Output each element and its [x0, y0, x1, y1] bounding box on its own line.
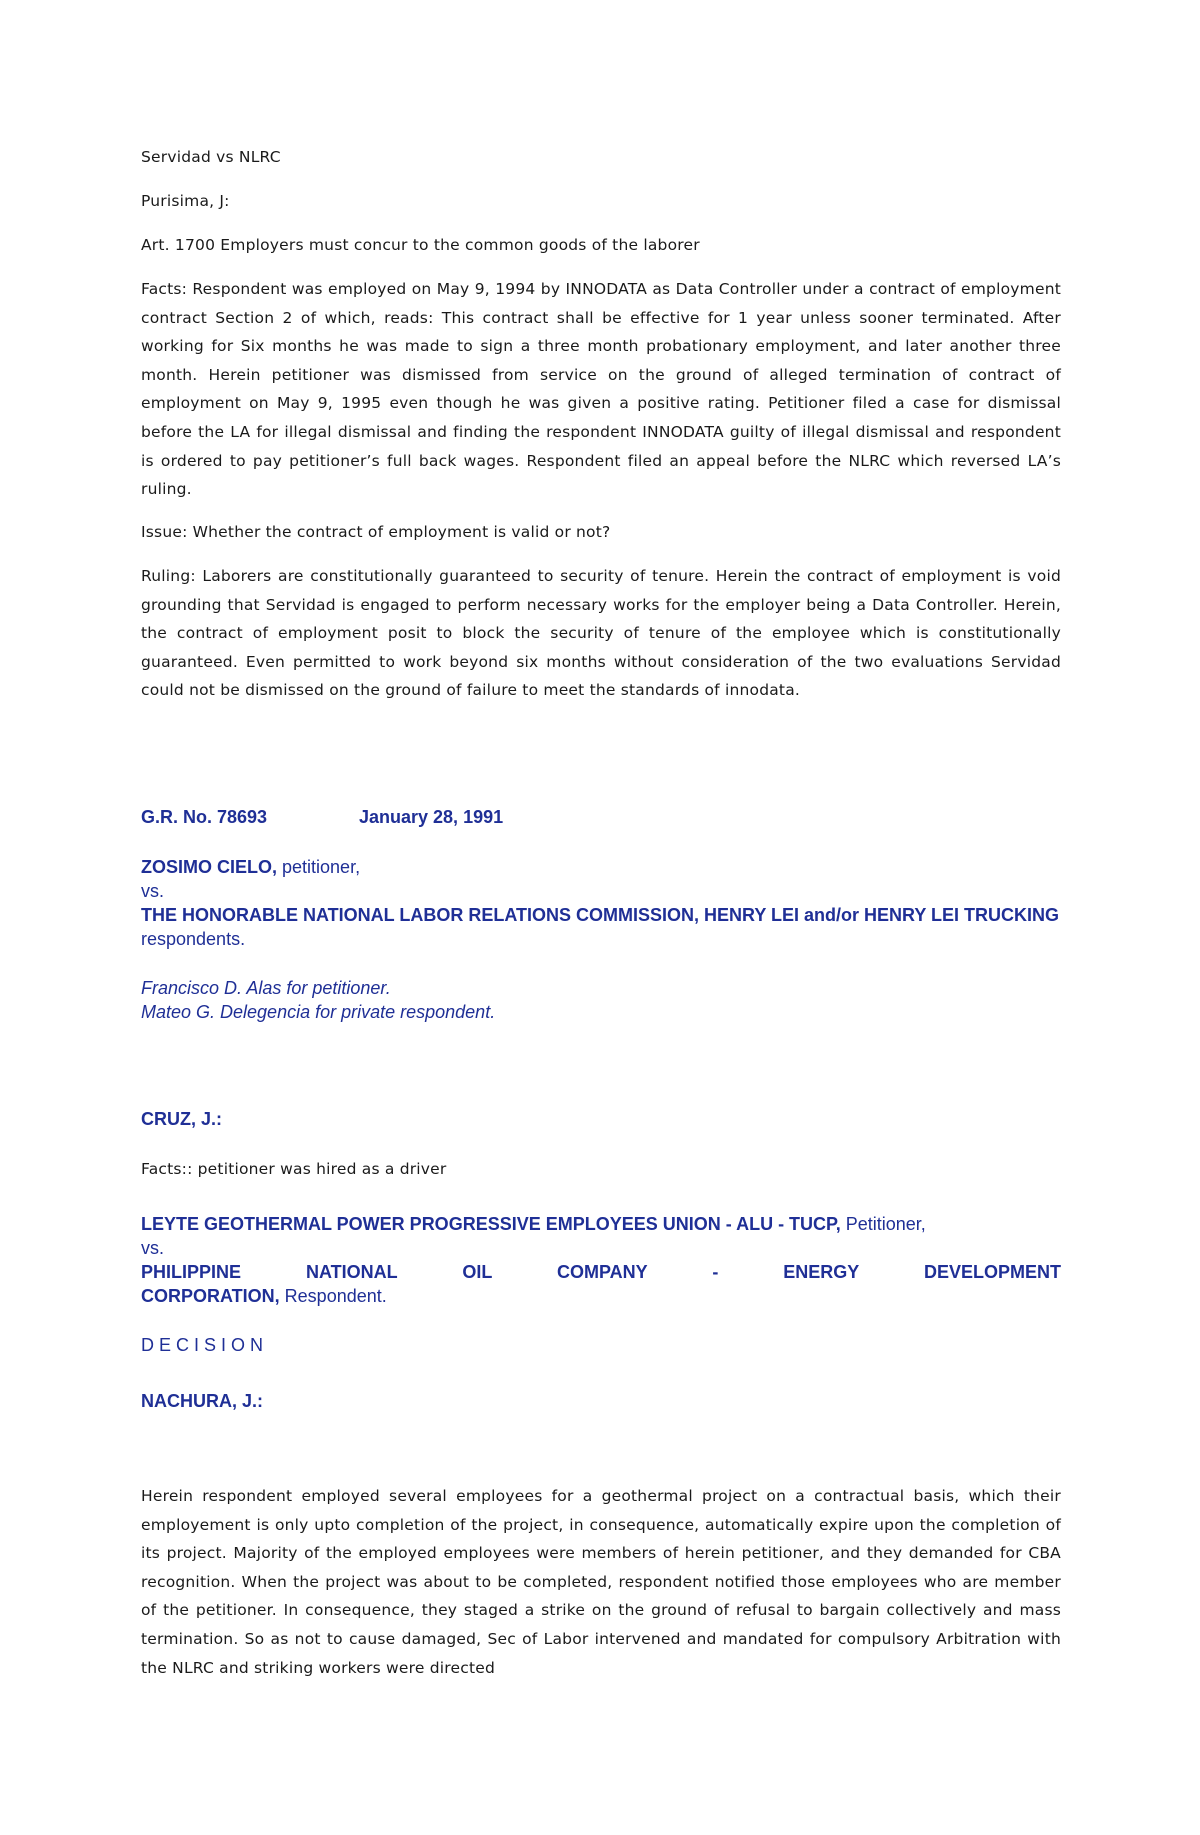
case-ruling: Ruling: Laborers are constitutionally guaranteed to security of tenure. Herein the contract of employment is void grounding that Servidad is engaged to perform necessary works for the employer being a Data Controller. Herein, the contract of employment posit to block the security of tenure of the employee which is constitutionally guaranteed. Even permitted to work beyond six months without consideration of the two evaluations Servidad could not be dismissed on the ground of failure to meet the standards of innodata.	[141, 567, 1061, 700]
case-judge: Purisima, J:	[141, 192, 230, 210]
respondent-role: Respondent.	[279, 1286, 387, 1306]
case3-body: Herein respondent employed several employees for a geothermal project on a contractual basis, which their employement is only upto completion of the project, in consequence, automatically expire upon the completion of its project. Majority of the employed employees were members of herein petitioner, and they demanded for CBA recognition. When the project was about to be completed, respondent notified those employees who are member of the petitioner. In consequence, they staged a strike on the ground of refusal to bargain collectively and mass termination. So as not to cause damaged, Sec of Labor intervened and mandated for compulsory Arbitration with the NLRC and striking workers were directed	[141, 1487, 1061, 1677]
decision-heading: DECISION	[141, 1335, 269, 1355]
gr-number: G.R. No. 78693	[141, 807, 268, 827]
respondent-name-line2: CORPORATION,	[141, 1286, 280, 1306]
counsel-petitioner: Francisco D. Alas for petitioner.	[141, 978, 391, 998]
ponente: NACHURA, J.:	[141, 1391, 264, 1411]
petitioner-line	[141, 1212, 1061, 1236]
case-issue: Issue: Whether the contract of employment is valid or not?	[141, 523, 611, 541]
counsel-respondent: Mateo G. Delegencia for private respondent.	[141, 1002, 496, 1022]
petitioner-role: petitioner,	[277, 857, 361, 877]
respondent-line	[141, 903, 1061, 951]
respondent-role: respondents.	[141, 929, 246, 949]
versus-label: vs.	[141, 881, 165, 901]
case-title: Servidad vs NLRC	[141, 148, 281, 166]
petitioner-name: LEYTE GEOTHERMAL POWER PROGRESSIVE EMPLOYEES UNION - ALU - TUCP,	[141, 1214, 841, 1234]
decision-date: January 28, 1991	[359, 807, 504, 827]
respondent-name: THE HONORABLE NATIONAL LABOR RELATIONS COMMISSION, HENRY LEI and/or HENRY LEI TRUCKING	[141, 905, 1060, 925]
ponente: CRUZ, J.:	[141, 1109, 222, 1129]
case-facts: Facts: Respondent was employed on May 9, 1994 by INNODATA as Data Controller under a contract of employment contract Section 2 of which, reads: This contract shall be effective for 1 year unless sooner terminated. After working for Six months he was made to sign a three month probationary employment, and later another three month. Herein petitioner was dismissed from service on the ground of alleged termination of contract of employment on May 9, 1995 even though he was given a positive rating. Petitioner filed a case for dismissal before the LA for illegal dismissal and finding the respondent INNODATA guilty of illegal dismissal and respondent is ordered to pay petitioner’s full back wages. Respondent filed an appeal before the NLRC which reversed LA’s ruling.	[141, 280, 1061, 499]
counsel-block	[141, 976, 1061, 1024]
respondent-name-line1: PHILIPPINE NATIONAL OIL COMPANY - ENERGY DEVELOPMENT	[141, 1262, 1061, 1282]
case3-parties	[141, 1212, 1061, 1308]
case-article: Art. 1700 Employers must concur to the common goods of the laborer	[141, 236, 700, 254]
respondent-line2	[141, 1284, 1061, 1308]
case-citation	[141, 805, 1061, 829]
versus-label: vs.	[141, 1238, 165, 1258]
petitioner-name: ZOSIMO CIELO,	[141, 857, 278, 877]
case-parties	[141, 855, 1061, 951]
petitioner-role: Petitioner,	[840, 1214, 926, 1234]
petitioner-line	[141, 855, 1061, 879]
case-facts-short: Facts:: petitioner was hired as a driver	[141, 1160, 447, 1178]
